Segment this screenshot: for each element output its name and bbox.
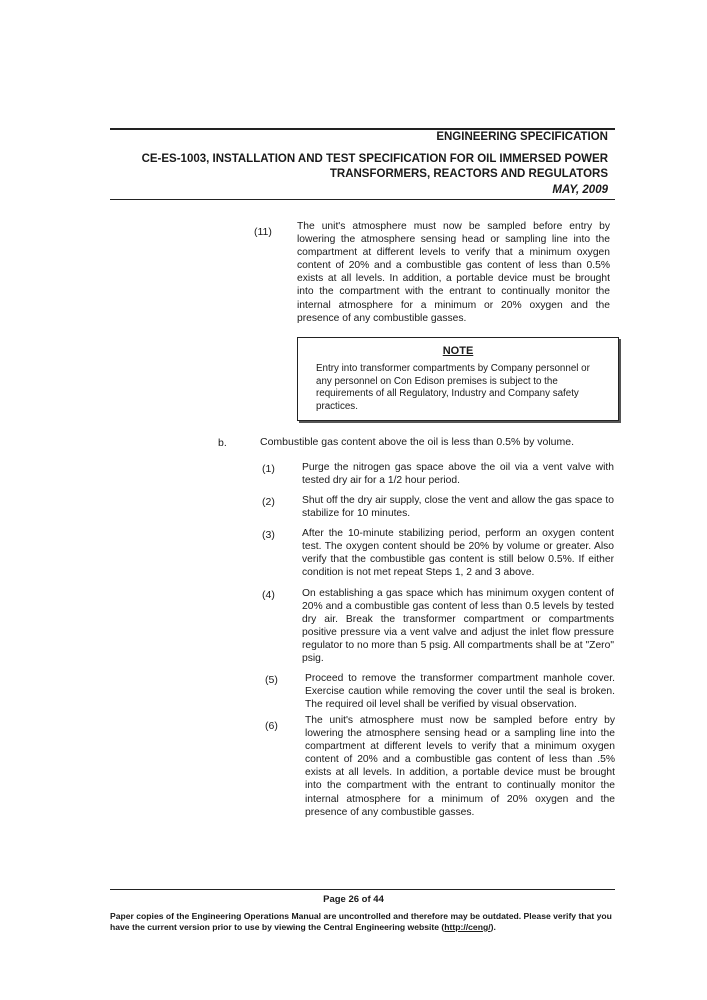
- footer-disclaimer-text: Paper copies of the Engineering Operations Manual are uncontrolled and therefore may be outdated. Please verify that you have the current version prior to use by viewing the Central Engineering website (: [110, 911, 612, 932]
- step-1-text: Purge the nitrogen gas space above the oil via a vent valve with tested dry air for a 1/2 hour period.: [302, 462, 614, 487]
- spec-type: ENGINEERING SPECIFICATION: [436, 131, 608, 143]
- step-6-text: The unit's atmosphere must now be sampled before entry by lowering the atmosphere sensing head or a sampling line into the compartment at different levels to verify that a minimum oxygen content of 20% and a combustible gas content of less than .5% exists at all levels. In addition, a portable device must be brought into the compartment with the entrant to continually monitor the internal atmosphere for a minimum of 20% oxygen and the presence of any combustible gasses.: [305, 715, 615, 818]
- footer-rule: [110, 889, 615, 890]
- step-2-number: (2): [262, 496, 275, 508]
- header-bottom-rule: [110, 199, 615, 200]
- note-box: [297, 337, 619, 421]
- doc-title-line2: TRANSFORMERS, REACTORS AND REGULATORS: [329, 168, 608, 180]
- step-3-number: (3): [262, 529, 275, 541]
- page-number: Page 26 of 44: [323, 894, 384, 905]
- step-2-text: Shut off the dry air supply, close the vent and allow the gas space to stabilize for 10 minutes.: [302, 495, 614, 520]
- footer-disclaimer: [110, 911, 615, 933]
- step-5-text: Proceed to remove the transformer compartment manhole cover. Exercise caution while removing the cover until the seal is broken. The required oil level shall be verified by visual observation.: [305, 673, 615, 711]
- step-6-number: (6): [265, 720, 278, 732]
- note-title: NOTE: [442, 345, 474, 357]
- step-11-text: The unit's atmosphere must now be sampled before entry by lowering the atmosphere sensing head or sampling line into the compartment at different levels to verify that a minimum oxygen content of 20% and a combustible gas content of less than 0.5% exists at all levels. In addition, a portable device must be brought into the compartment with the entrant to continually monitor the internal atmosphere for a minimum or 20% oxygen and the presence of any combustible gasses.: [297, 221, 610, 324]
- step-11-number: (11): [254, 226, 272, 238]
- central-engineering-link[interactable]: http://ceng/: [444, 922, 491, 932]
- step-5-number: (5): [265, 674, 278, 686]
- doc-title: [142, 152, 608, 182]
- step-3-text: After the 10-minute stabilizing period, perform an oxygen content test. The oxygen content should be 20% by volume or greater. Also verify that the combustible gas content is still below 0.5%. If either condition is not met repeat Steps 1, 2 and 3 above.: [302, 528, 614, 579]
- section-b-heading: Combustible gas content above the oil is less than 0.5% by volume.: [260, 436, 575, 448]
- step-4-text: On establishing a gas space which has minimum oxygen content of 20% and a combustible gas content of less than 0.5 levels by tested dry air. Break the transformer compartment or compartments positive pressure via a vent valve and adjust the inlet flow pressure regulator to no more than 5 psig. All compartments shall be at "Zero" psig.: [302, 588, 614, 665]
- footer-disclaimer-end: ).: [490, 922, 496, 932]
- step-4-number: (4): [262, 589, 275, 601]
- section-b-letter: b.: [218, 437, 227, 449]
- doc-date: MAY, 2009: [552, 184, 608, 196]
- step-1-number: (1): [262, 463, 275, 475]
- doc-title-line1: CE-ES-1003, INSTALLATION AND TEST SPECIFICATION FOR OIL IMMERSED POWER: [141, 153, 608, 165]
- note-text: Entry into transformer compartments by Company personnel or any personnel on Con Edison premises is subject to the requirements of all Regulatory, Industry and Company safety practices.: [316, 363, 590, 412]
